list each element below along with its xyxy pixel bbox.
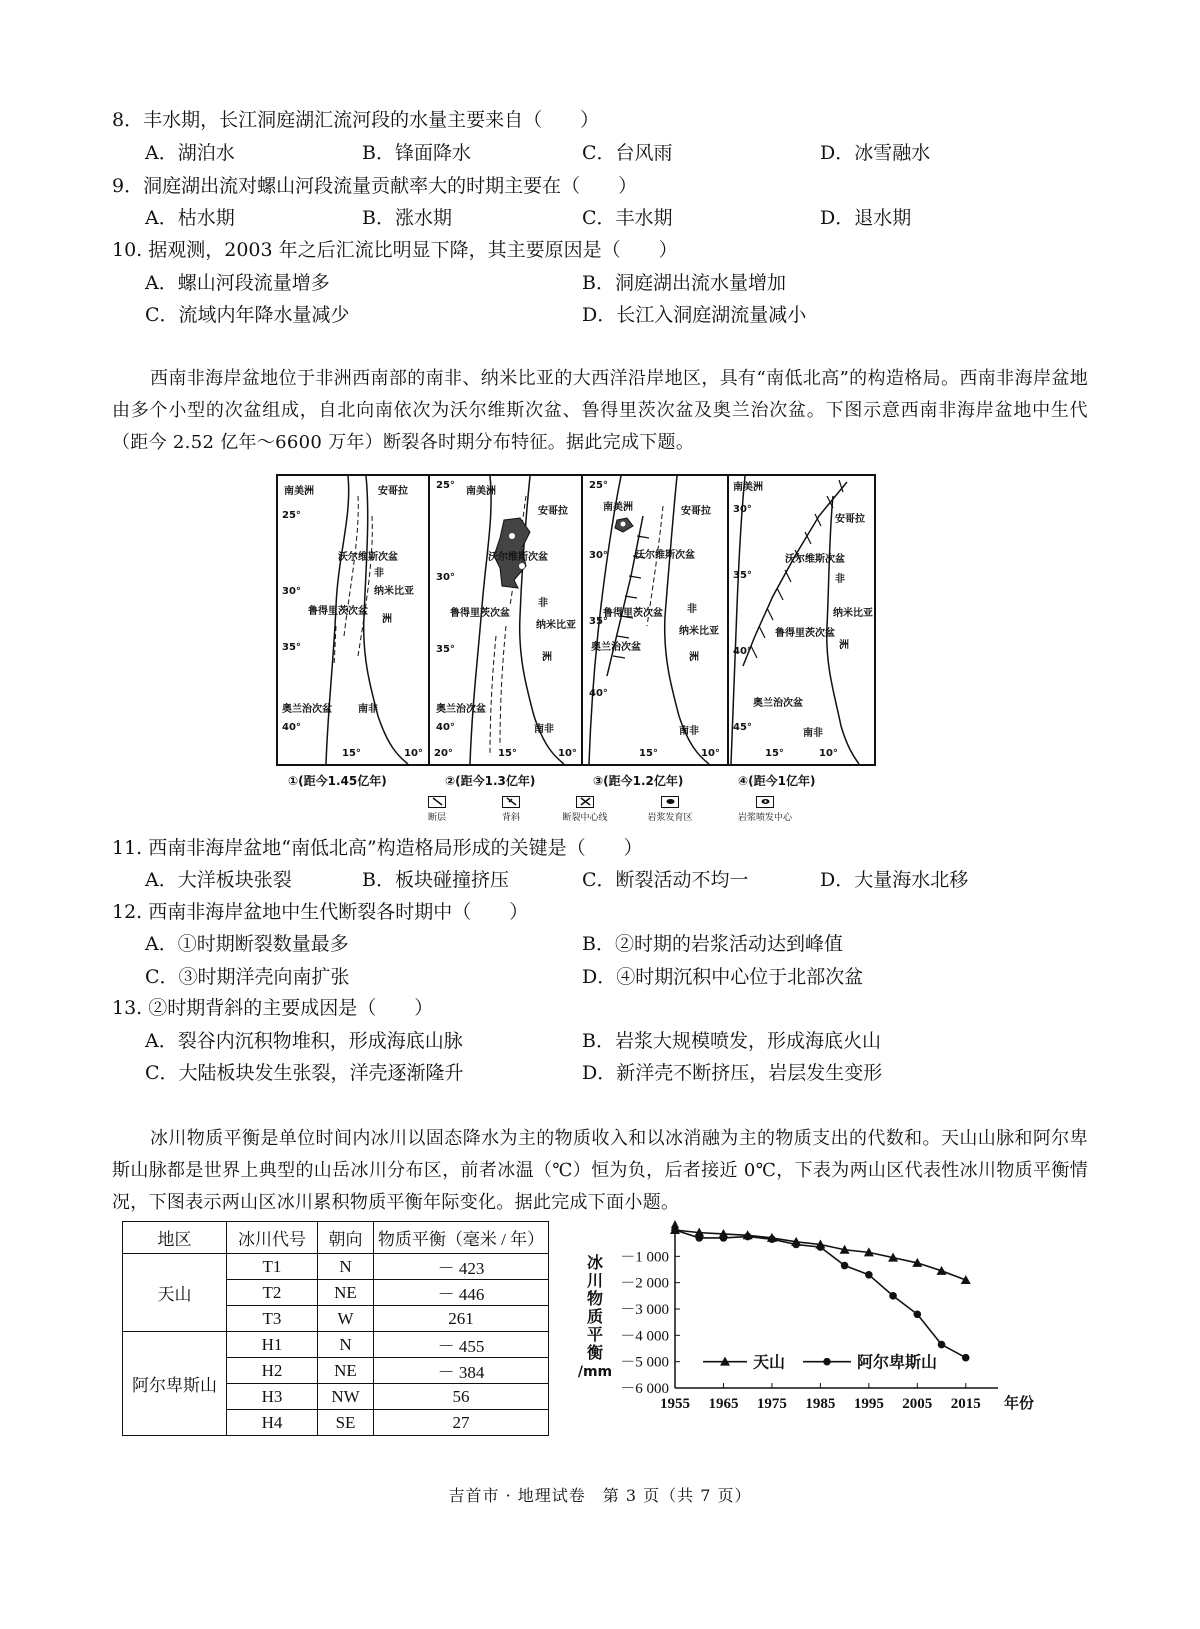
rift-centerline-symbol-icon bbox=[576, 796, 594, 808]
question-9-option-d: D．退水期 bbox=[820, 207, 912, 229]
x-tick-label: 1955 bbox=[660, 1396, 690, 1412]
figure-caption-2: ②(距今1.3亿年) bbox=[445, 774, 536, 788]
table-cell: T1 bbox=[227, 1254, 318, 1280]
x-tick-label: 1975 bbox=[756, 1396, 787, 1412]
question-11-option-d: D．大量海水北移 bbox=[820, 869, 969, 891]
question-10-stem: 10. 据观测，2003 年之后汇流比明显下降，其主要原因是（ ） bbox=[112, 239, 678, 261]
table-header: 地区 bbox=[123, 1222, 227, 1254]
legend-marker-circle bbox=[823, 1358, 831, 1366]
question-12-option-a: A．①时期断裂数量最多 bbox=[145, 933, 349, 955]
question-11-option-a: A．大洋板块张裂 bbox=[145, 869, 292, 891]
label-africa: 非 bbox=[835, 574, 845, 585]
table-header: 朝向 bbox=[318, 1222, 374, 1254]
y-tick-label: －4 000 bbox=[620, 1328, 669, 1345]
lon-label: 10° bbox=[701, 748, 720, 759]
lat-label: 45° bbox=[733, 722, 752, 733]
passage-southwest-africa: 西南非海岸盆地位于非洲西南部的南非、纳米比亚的大西洋沿岸地区，具有“南低北高”的构造格局。西南非海岸盆地由多个小型的次盆组成，自北向南依次为沃尔维斯次盆、鲁得里茨次盆及奥兰治次盆。下图示意西南非海岸盆地中生代（距今 2.52 亿年～6600 万年）断裂各时期分布特征。据此完成下题。 bbox=[112, 368, 1088, 453]
label-south-america: 南美洲 bbox=[284, 486, 314, 497]
label-orange: 奥兰治次盆 bbox=[282, 704, 332, 715]
map-panel-4 bbox=[729, 476, 876, 764]
label-south-america: 南美洲 bbox=[466, 486, 496, 497]
lat-label: 40° bbox=[589, 688, 608, 699]
lon-label: 10° bbox=[558, 748, 577, 759]
legend-rift-centerline bbox=[540, 796, 630, 823]
y-tick-label: －3 000 bbox=[620, 1302, 669, 1318]
table-cell: － 446 bbox=[374, 1280, 549, 1306]
label-orange: 奥兰治次盆 bbox=[753, 698, 803, 709]
label-south-africa: 南非 bbox=[358, 704, 378, 715]
data-point-circle bbox=[962, 1354, 970, 1362]
table-cell: NW bbox=[318, 1384, 374, 1410]
question-12-option-d: D．④时期沉积中心位于北部次盆 bbox=[582, 966, 864, 988]
label-africa: 非 bbox=[687, 604, 697, 615]
magma-center-symbol-icon bbox=[756, 796, 774, 808]
anticline-symbol-icon bbox=[502, 796, 520, 808]
legend-label: 背斜 bbox=[501, 813, 520, 823]
question-8-option-a: A．湖泊水 bbox=[145, 142, 235, 164]
table-cell: T3 bbox=[227, 1306, 318, 1332]
label-namibia: 纳米比亚 bbox=[833, 608, 873, 619]
y-tick-label: －5 000 bbox=[620, 1354, 669, 1371]
legend-magma-center bbox=[720, 796, 810, 823]
question-11-option-b: B．板块碰撞挤压 bbox=[362, 869, 509, 891]
label-africa: 非 bbox=[374, 568, 384, 579]
label-south-america: 南美洲 bbox=[733, 482, 763, 493]
label-luderitz: 鲁得里茨次盆 bbox=[775, 628, 835, 639]
lat-label: 25° bbox=[589, 480, 608, 491]
label-luderitz: 鲁得里茨次盆 bbox=[308, 606, 368, 617]
question-11-stem: 11. 西南非海岸盆地“南低北高”构造格局形成的关键是（ ） bbox=[112, 837, 643, 859]
y-axis-label-char: 冰 bbox=[586, 1253, 604, 1272]
question-8-stem: 8．丰水期，长江洞庭湖汇流河段的水量主要来自（ ） bbox=[112, 109, 600, 131]
lon-label: 15° bbox=[765, 748, 784, 759]
question-8-option-c: C．台风雨 bbox=[582, 142, 673, 164]
lat-label: 30° bbox=[589, 550, 608, 561]
label-africa: 洲 bbox=[839, 640, 849, 651]
question-13-option-a: A．裂谷内沉积物堆积，形成海底山脉 bbox=[145, 1030, 463, 1052]
table-cell: W bbox=[318, 1306, 374, 1332]
y-axis-label-char: 平 bbox=[586, 1325, 604, 1344]
lat-label: 25° bbox=[436, 480, 455, 491]
data-point-circle bbox=[841, 1262, 849, 1270]
label-namibia: 纳米比亚 bbox=[374, 586, 414, 597]
label-south-africa: 南非 bbox=[679, 726, 699, 737]
table-cell: H3 bbox=[227, 1384, 318, 1410]
label-walvis: 沃尔维斯次盆 bbox=[635, 550, 695, 561]
lat-label: 35° bbox=[589, 616, 608, 627]
question-9-option-c: C．丰水期 bbox=[582, 207, 673, 229]
lon-label: 10° bbox=[819, 748, 838, 759]
label-south-africa: 南非 bbox=[534, 724, 554, 735]
label-walvis: 沃尔维斯次盆 bbox=[488, 552, 548, 563]
label-africa: 洲 bbox=[689, 652, 699, 663]
data-point-circle bbox=[817, 1243, 825, 1251]
legend-label: 天山 bbox=[753, 1352, 786, 1372]
label-namibia: 纳米比亚 bbox=[536, 620, 576, 631]
table-cell: H4 bbox=[227, 1410, 318, 1436]
table-cell: SE bbox=[318, 1410, 374, 1436]
lat-label: 35° bbox=[436, 644, 455, 655]
question-9-option-a: A．枯水期 bbox=[145, 207, 235, 229]
x-axis-label: 年份 bbox=[1004, 1394, 1035, 1412]
table-header: 物质平衡（毫米 / 年） bbox=[374, 1222, 549, 1254]
y-axis-label-char: 物 bbox=[586, 1289, 604, 1308]
label-angola: 安哥拉 bbox=[378, 486, 408, 497]
question-13-option-c: C．大陆板块发生张裂，洋壳逐渐隆升 bbox=[145, 1062, 464, 1084]
table-cell: H1 bbox=[227, 1332, 318, 1358]
data-point-circle bbox=[792, 1241, 800, 1249]
x-tick-label: 2005 bbox=[902, 1396, 933, 1412]
lat-label: 40° bbox=[282, 722, 301, 733]
question-9-stem: 9．洞庭湖出流对螺山河段流量贡献率大的时期主要在（ ） bbox=[112, 175, 638, 197]
label-africa: 洲 bbox=[382, 614, 392, 625]
lat-label: 20° bbox=[434, 748, 453, 759]
y-axis-label-char: 衡 bbox=[586, 1343, 604, 1362]
y-tick-label: －2 000 bbox=[620, 1275, 669, 1292]
data-point-circle bbox=[889, 1292, 897, 1300]
question-8-option-d: D．冰雪融水 bbox=[820, 142, 931, 164]
table-header-row bbox=[123, 1222, 549, 1254]
magma-area-symbol-icon bbox=[661, 796, 679, 808]
question-11-option-c: C．断裂活动不均一 bbox=[582, 869, 749, 891]
table-cell: NE bbox=[318, 1280, 374, 1306]
table-cell: 261 bbox=[374, 1306, 549, 1332]
figure-caption-4: ④(距今1亿年) bbox=[738, 774, 816, 788]
table-cell: T2 bbox=[227, 1280, 318, 1306]
label-south-africa: 南非 bbox=[803, 728, 823, 739]
question-9-option-b: B．涨水期 bbox=[362, 207, 452, 229]
label-orange: 奥兰治次盆 bbox=[591, 642, 641, 653]
data-point-circle bbox=[938, 1341, 946, 1349]
table-cell: N bbox=[318, 1332, 374, 1358]
table-cell: H2 bbox=[227, 1358, 318, 1384]
lon-label: 15° bbox=[498, 748, 517, 759]
label-angola: 安哥拉 bbox=[681, 506, 711, 517]
table-cell: 27 bbox=[374, 1410, 549, 1436]
data-point-circle bbox=[914, 1310, 922, 1318]
figure-caption-3: ③(距今1.2亿年) bbox=[593, 774, 684, 788]
label-luderitz: 鲁得里茨次盆 bbox=[603, 608, 663, 619]
lat-label: 30° bbox=[282, 586, 301, 597]
question-13-option-d: D．新洋壳不断挤压，岩层发生变形 bbox=[582, 1062, 883, 1084]
x-tick-label: 1985 bbox=[805, 1396, 836, 1412]
data-point-circle bbox=[720, 1234, 728, 1242]
lat-label: 25° bbox=[282, 510, 301, 521]
data-point-circle bbox=[744, 1233, 752, 1241]
map-panel-2 bbox=[430, 476, 583, 764]
table-row bbox=[123, 1254, 549, 1280]
table-cell-region: 天山 bbox=[123, 1254, 227, 1332]
passage-glacier: 冰川物质平衡是单位时间内冰川以固态降水为主的物质收入和以冰消融为主的物质支出的代数和。天山山脉和阿尔卑斯山脉都是世界上典型的山岳冰川分布区，前者冰温（℃）恒为负，后者接近 0℃，下表为两山区代表性冰川物质平衡情况，下图表示两山区冰川累积物质平衡年际变化。据此完成下面小题。 bbox=[112, 1128, 1088, 1213]
label-angola: 安哥拉 bbox=[538, 506, 568, 517]
figure-caption-1: ①(距今1.45亿年) bbox=[288, 774, 387, 788]
data-point-circle bbox=[768, 1235, 776, 1243]
table-cell: N bbox=[318, 1254, 374, 1280]
label-orange: 奥兰治次盆 bbox=[436, 704, 486, 715]
legend-label: 断裂中心线 bbox=[562, 813, 608, 823]
y-tick-label: －6 000 bbox=[620, 1381, 669, 1397]
lon-label: 15° bbox=[342, 748, 361, 759]
question-10-option-c: C．流域内年降水量减少 bbox=[145, 304, 350, 326]
table-cell: NE bbox=[318, 1358, 374, 1384]
y-axis-label-char: 质 bbox=[586, 1307, 604, 1326]
mass-balance-chart bbox=[575, 1218, 1055, 1423]
table-cell-region: 阿尔卑斯山 bbox=[123, 1332, 227, 1436]
question-8-option-b: B．锋面降水 bbox=[362, 142, 471, 164]
question-12-option-c: C．③时期洋壳向南扩张 bbox=[145, 966, 350, 988]
fault-symbol-icon bbox=[428, 796, 446, 808]
table-cell: 56 bbox=[374, 1384, 549, 1410]
label-africa: 非 bbox=[538, 598, 548, 609]
label-angola: 安哥拉 bbox=[835, 514, 865, 525]
question-10-option-a: A．螺山河段流量增多 bbox=[145, 272, 330, 294]
y-tick-label: －1 000 bbox=[620, 1249, 669, 1266]
question-10-option-d: D．长江入洞庭湖流量减小 bbox=[582, 304, 807, 326]
label-walvis: 沃尔维斯次盆 bbox=[785, 554, 845, 565]
question-12-stem: 12. 西南非海岸盆地中生代断裂各时期中（ ） bbox=[112, 901, 529, 923]
label-luderitz: 鲁得里茨次盆 bbox=[450, 608, 510, 619]
lat-label: 35° bbox=[282, 642, 301, 653]
label-walvis: 沃尔维斯次盆 bbox=[338, 552, 398, 563]
lat-label: 30° bbox=[733, 504, 752, 515]
legend-magma-area bbox=[625, 796, 715, 823]
data-point-circle bbox=[671, 1226, 679, 1234]
map-panel-3 bbox=[583, 476, 729, 764]
table-row bbox=[123, 1332, 549, 1358]
lat-label: 40° bbox=[436, 722, 455, 733]
data-point-circle bbox=[695, 1234, 703, 1242]
x-tick-label: 2015 bbox=[950, 1396, 981, 1412]
lon-label: 10° bbox=[404, 748, 423, 759]
question-10-option-b: B．洞庭湖出流水量增加 bbox=[582, 272, 786, 294]
lon-label: 15° bbox=[639, 748, 658, 759]
label-namibia: 纳米比亚 bbox=[679, 626, 719, 637]
table-cell: － 384 bbox=[374, 1358, 549, 1384]
question-13-stem: 13. ②时期背斜的主要成因是（ ） bbox=[112, 997, 434, 1019]
legend-label: 岩浆发育区 bbox=[647, 813, 693, 823]
table-cell: － 423 bbox=[374, 1254, 549, 1280]
lat-label: 30° bbox=[436, 572, 455, 583]
question-13-option-b: B．岩浆大规模喷发，形成海底火山 bbox=[582, 1030, 881, 1052]
data-point-circle bbox=[865, 1271, 873, 1279]
lat-label: 35° bbox=[733, 570, 752, 581]
legend-label: 岩浆喷发中心 bbox=[737, 813, 792, 823]
x-tick-label: 1995 bbox=[853, 1396, 884, 1412]
table-header: 冰川代号 bbox=[227, 1222, 318, 1254]
y-axis-label-char: 川 bbox=[586, 1271, 604, 1290]
label-africa: 洲 bbox=[542, 652, 552, 663]
legend-label: 阿尔卑斯山 bbox=[857, 1352, 938, 1372]
legend-label: 断层 bbox=[427, 813, 446, 823]
fault-map-figure bbox=[276, 474, 876, 766]
page-footer: 吉首市 · 地理试卷 第 3 页（共 7 页） bbox=[448, 1486, 752, 1505]
lat-label: 40° bbox=[733, 646, 752, 657]
x-tick-label: 1965 bbox=[708, 1396, 739, 1412]
label-south-america: 南美洲 bbox=[603, 502, 633, 513]
glacier-mass-balance-table bbox=[122, 1221, 549, 1436]
table-cell: － 455 bbox=[374, 1332, 549, 1358]
map-panel-1 bbox=[278, 476, 430, 764]
question-12-option-b: B．②时期的岩浆活动达到峰值 bbox=[582, 933, 843, 955]
y-axis-unit: /mm bbox=[577, 1364, 613, 1380]
